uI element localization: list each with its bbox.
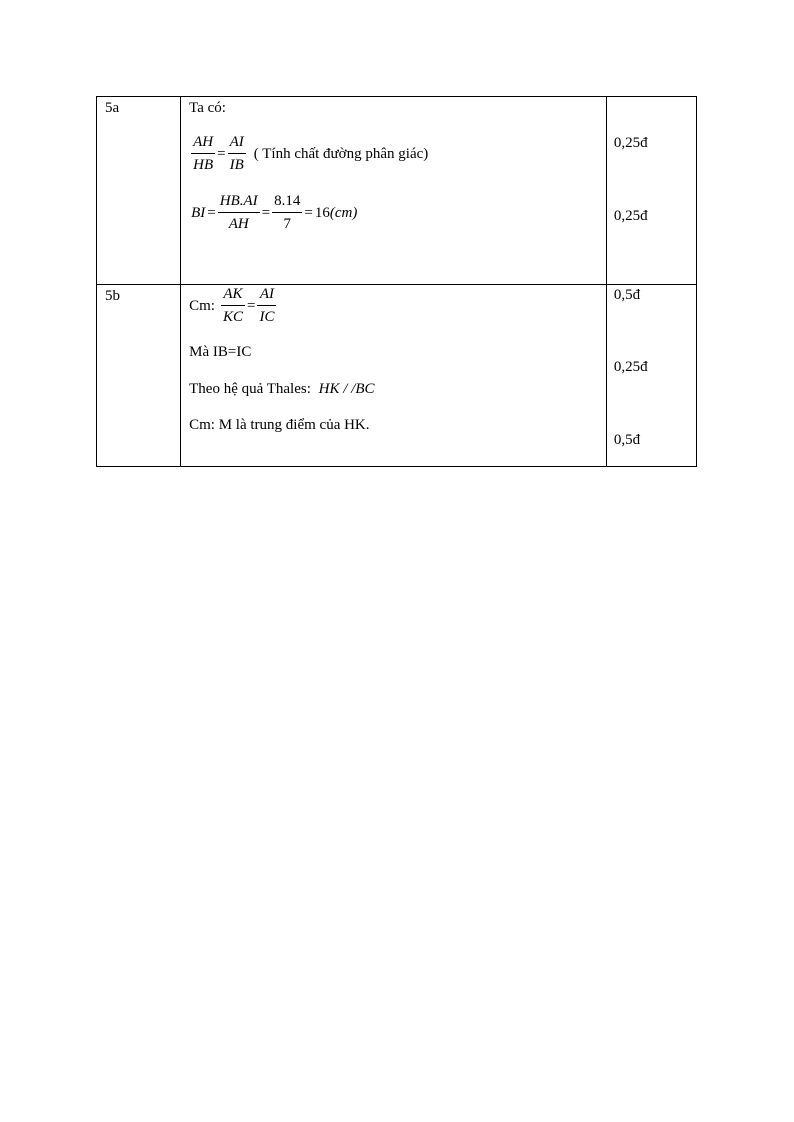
- part-label: 5b: [105, 288, 120, 304]
- denominator: HB: [193, 157, 214, 173]
- numerator: AI: [257, 287, 276, 306]
- intro-text: Ta có:: [189, 100, 226, 116]
- result-value: 16: [314, 204, 330, 221]
- numerator: AK: [221, 287, 245, 306]
- answer-table: [96, 96, 697, 467]
- parallel-statement: HK / /BC: [318, 381, 375, 397]
- denominator: KC: [222, 309, 243, 325]
- equals-sign: =: [261, 204, 271, 221]
- bi-formula: [191, 194, 357, 232]
- equals-sign: =: [304, 204, 313, 221]
- conclusion-line: Cm: M là trung điểm của HK.: [189, 417, 370, 433]
- thales-line: [189, 381, 374, 398]
- part-label: 5a: [105, 100, 120, 116]
- formula-lhs: BI: [191, 204, 206, 221]
- fraction: [228, 135, 246, 173]
- denominator: AH: [228, 216, 249, 232]
- result-unit: (cm): [329, 204, 358, 221]
- denominator: IB: [229, 157, 244, 173]
- cm-label: Cm:: [189, 297, 215, 314]
- solution-cell: [181, 285, 607, 467]
- fraction: [257, 287, 276, 325]
- fraction: [191, 135, 215, 173]
- bisector-formula: [191, 135, 428, 173]
- numerator: HB.AI: [218, 194, 260, 213]
- score: 0,25đ: [613, 135, 648, 151]
- thales-text: Theo hệ quả Thales:: [189, 381, 311, 397]
- part-cell: [97, 285, 181, 467]
- formula-note: ( Tính chất đường phân giác): [253, 145, 429, 162]
- ratio-formula: [189, 287, 276, 325]
- solution-cell: [181, 97, 607, 285]
- denominator: IC: [259, 309, 275, 325]
- score: 0,25đ: [613, 208, 648, 224]
- numerator: AI: [228, 135, 246, 154]
- table-row: [97, 285, 697, 467]
- part-cell: [97, 97, 181, 285]
- score: 0,5đ: [613, 287, 641, 303]
- score-cell: [606, 285, 696, 467]
- score-cell: [606, 97, 696, 285]
- statement-line: Mà IB=IC: [189, 344, 252, 360]
- score: 0,25đ: [613, 359, 648, 375]
- table-row: [97, 97, 697, 285]
- fraction: [218, 194, 260, 232]
- denominator: 7: [283, 216, 292, 232]
- score: 0,5đ: [613, 432, 641, 448]
- fraction: [272, 194, 302, 232]
- equals-sign: =: [207, 204, 216, 221]
- equals-sign: =: [217, 145, 226, 162]
- numerator: 8.14: [272, 194, 302, 213]
- equals-sign: =: [246, 297, 256, 314]
- fraction: [221, 287, 245, 325]
- numerator: AH: [191, 135, 215, 154]
